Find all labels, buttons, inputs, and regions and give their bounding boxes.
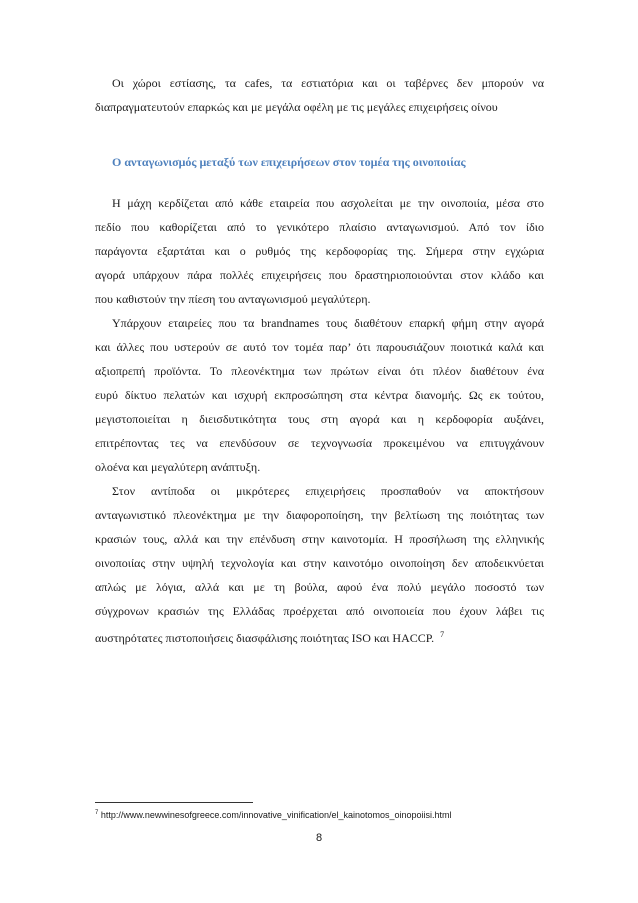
paragraph-line: επιτρέποντας τες να επενδύσουν σε τεχνογνωσία προκειμένου να επιτυγχάνουν	[95, 436, 544, 450]
paragraph-line: Η μάχη κερδίζεται από κάθε εταιρεία που ασχολείται με την οινοποιία, μέσα στο	[112, 196, 544, 210]
paragraph-line: σύγχρονων κρασιών της Ελλάδας προέρχεται από οινοποιεία που έχουν λάβει τις	[95, 604, 544, 618]
paragraph-line: οινοποιίας στην υψηλή τεχνολογία και στην καινοτόμο οινοποίηση δεν αποδεικνύεται	[95, 556, 544, 570]
paragraph-line: παράγοντα εξαρτάται και ο ρυθμός της κερδοφορίας της. Σήμερα στην εγχώρια	[95, 244, 544, 258]
paragraph-line: ανταγωνιστικό πλεονέκτημα με την διαφοροποίηση, την βελτίωση της ποιότητας των	[95, 508, 544, 522]
section-heading: Ο ανταγωνισμός μεταξύ των επιχειρήσεων στον τομέα της οινοποιίας	[112, 155, 466, 169]
footnote	[95, 810, 452, 820]
footnote-link[interactable]: http://www.newwinesofgreece.com/innovative_vinification/el_kainotomos_oinopoiisi.html	[98, 810, 452, 820]
paragraph-line: διαπραγματευτούν επαρκώς και με μεγάλα οφέλη με τις μεγάλες επιχειρήσεις οίνου	[95, 100, 498, 114]
paragraph-line: αγορά υπάρχουν πάρα πολλές επιχειρήσεις που δραστηριοποιούνται στον κλάδο και	[95, 268, 544, 282]
paragraph-line: ολοένα και μεγαλύτερη ανάπτυξη.	[95, 460, 261, 474]
paragraph-line: που καθιστούν την πίεση του ανταγωνισμού μεγαλύτερη.	[95, 292, 371, 306]
paragraph-line: αξιοπρεπή προϊόντα. Το πλεονέκτημα των πρώτων είναι ότι πλέον διαθέτουν ένα	[95, 364, 544, 378]
footnote-separator	[95, 802, 253, 803]
paragraph-line: ευρύ δίκτυο πελατών και ισχυρή εκπροσώπηση στα κέντρα διανομής. Ως εκ τούτου,	[95, 388, 544, 402]
paragraph-line: πεδίο που καθορίζεται από το γενικότερο πλαίσιο ανταγωνισμού. Από τον ίδιο	[95, 220, 544, 234]
paragraph-line: και άλλες που υστερούν σε αυτό τον τομέα παρ’ ότι παρουσιάζουν ποιοτικά καλά και	[95, 340, 544, 354]
paragraph-line: κρασιών τους, αλλά και την επένδυση στην καινοτομία. Η προσήλωση της ελληνικής	[95, 532, 544, 546]
paragraph-line-text: αυστηρότατες πιστοποιήσεις διασφάλισης ποιότητας ISO και HACCP.	[95, 631, 435, 645]
paragraph-line	[95, 627, 544, 646]
footnote-reference[interactable]: 7	[440, 630, 445, 639]
paragraph-line: μεγιστοποιείται η διεισδυτικότητα τους στη αγορά και η κερδοφορία αυξάνει,	[95, 412, 544, 426]
paragraph-line: Οι χώροι εστίασης, τα cafes, τα εστιατόρια και οι ταβέρνες δεν μπορούν να	[112, 76, 544, 90]
paragraph-line: απλώς με λόγια, αλλά και με τη βούλα, αφού ένα πολύ μεγάλο ποσοστό των	[95, 580, 544, 594]
page-number: 8	[315, 832, 323, 844]
paragraph-line: Υπάρχουν εταιρείες που τα brandnames τους διαθέτουν επαρκή φήμη στην αγορά	[112, 316, 544, 330]
paragraph-line: Στον αντίποδα οι μικρότερες επιχειρήσεις προσπαθούν να αποκτήσουν	[112, 484, 544, 498]
footnote-marker: 7	[95, 810, 99, 816]
